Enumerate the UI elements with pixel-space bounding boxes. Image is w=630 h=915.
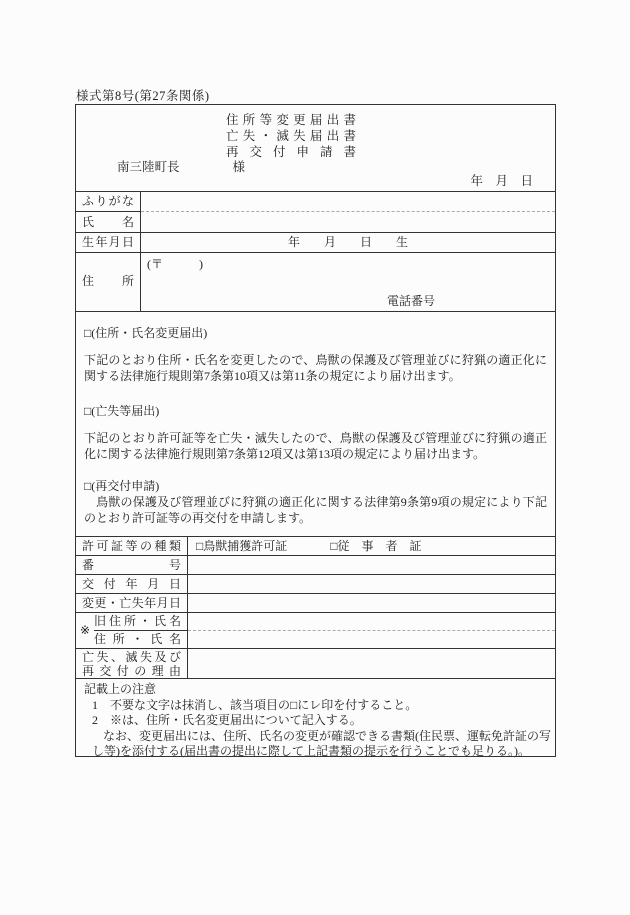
checkbox-icon: □ bbox=[196, 539, 204, 553]
checkbox-icon: □ bbox=[84, 404, 92, 418]
reason-row bbox=[76, 649, 555, 679]
title-address-change: 住所等変更届出書 bbox=[226, 113, 356, 127]
furigana-label: ふりがな bbox=[76, 192, 141, 212]
note-item-2-continued: なお、変更届出には、住所、氏名の変更が確認できる書類(住民票、運転免許証の写 bbox=[103, 728, 551, 743]
reason-label-line2: 再交付の理由 bbox=[82, 664, 181, 678]
form-header bbox=[76, 105, 555, 192]
change-loss-date-row bbox=[76, 594, 555, 613]
change-loss-date-label: 変更・亡失年月日 bbox=[76, 594, 188, 612]
name-row bbox=[76, 212, 555, 233]
permit-number-row bbox=[76, 556, 555, 575]
checkbox-icon: □ bbox=[84, 479, 92, 493]
permit-number-input[interactable] bbox=[188, 556, 555, 574]
loss-report-option bbox=[84, 403, 547, 419]
reason-label bbox=[76, 649, 188, 678]
loss-report-label: (亡失等届出) bbox=[91, 404, 160, 418]
issue-date-label: 交付年月日 bbox=[76, 575, 188, 593]
reference-mark: ※ bbox=[80, 623, 91, 637]
address-change-label: (住所・氏名変更届出) bbox=[91, 326, 208, 340]
address-name-change-labels bbox=[76, 613, 188, 648]
recipient-name: 南三陸町長 bbox=[117, 160, 180, 174]
permit-type-label: 許可証等の種類 bbox=[76, 537, 188, 555]
birthdate-input[interactable] bbox=[141, 233, 555, 252]
address-row bbox=[76, 253, 555, 312]
checkbox-icon: □ bbox=[84, 326, 92, 340]
name-label: 氏名 bbox=[76, 212, 141, 232]
reason-input[interactable] bbox=[188, 649, 555, 678]
title-reissue-application: 再交付申請書 bbox=[226, 145, 356, 159]
reissue-option bbox=[84, 478, 547, 494]
recipient-line bbox=[117, 157, 245, 175]
address-label: 住所 bbox=[76, 253, 141, 311]
issue-date-row bbox=[76, 575, 555, 594]
address-input[interactable] bbox=[141, 253, 555, 311]
checkbox-capture-permit[interactable] bbox=[196, 539, 287, 553]
title-loss-report: 亡失・滅失届出書 bbox=[226, 129, 356, 143]
address-change-statement: 下記のとおり住所・氏名を変更したので、鳥獣の保護及び管理並びに狩猟の適正化に関する法律施行規則第7条第10項又は第11条の規定により届け出ます。 bbox=[84, 353, 547, 383]
capture-permit-label: 鳥獣捕獲許可証 bbox=[203, 539, 288, 553]
permit-number-label: 番号 bbox=[76, 556, 188, 574]
old-address-label: 旧住所・氏名 bbox=[94, 613, 187, 631]
form-outline bbox=[75, 104, 556, 757]
note-item-1: 1 不要な文字は抹消し、該当項目の□にレ印を付すること。 bbox=[92, 697, 418, 712]
birthdate-label: 生年月日 bbox=[76, 233, 141, 252]
name-input[interactable] bbox=[141, 212, 555, 232]
furigana-input[interactable] bbox=[141, 192, 555, 212]
loss-report-statement: 下記のとおり許可証等を亡失・滅失したので、鳥獣の保護及び管理並びに狩猟の適正化に関する法律施行規則第7条第12項又は第13項の規定により届け出ます。 bbox=[84, 431, 547, 461]
note-item-2: 2 ※は、住所・氏名変更届出について記入する。 bbox=[92, 713, 362, 727]
reissue-statement: 鳥獣の保護及び管理並びに狩猟の適正化に関する法律第9条第9項の規定により下記のとおり許可証等の再交付を申請します。 bbox=[84, 495, 547, 525]
new-address-label: 住所・氏名 bbox=[94, 632, 181, 646]
issue-date-input[interactable] bbox=[188, 575, 555, 593]
submission-date-field[interactable]: 年 月 日 bbox=[470, 174, 533, 188]
notes-section bbox=[76, 679, 555, 760]
birthdate-row bbox=[76, 233, 555, 253]
declaration-section bbox=[76, 312, 555, 537]
birthdate-placeholder: 年 月 日 生 bbox=[287, 235, 408, 249]
permit-type-row bbox=[76, 537, 555, 556]
form-number-label: 様式第8号(第27条関係) bbox=[76, 89, 210, 103]
notes-heading: 記載上の注意 bbox=[84, 682, 157, 696]
furigana-row bbox=[76, 192, 555, 212]
note-item-2-continued-2: し等)を添付する(届出書の提出に際して上記書類の提示を行うことでも足りる。)。 bbox=[92, 744, 530, 758]
address-change-option bbox=[84, 325, 547, 341]
phone-number-label: 電話番号 bbox=[387, 294, 436, 308]
reason-label-line1: 亡失、滅失及び bbox=[82, 650, 181, 664]
change-loss-date-input[interactable] bbox=[188, 594, 555, 612]
honorific: 様 bbox=[232, 160, 246, 174]
postal-code-field[interactable]: (〒 ) bbox=[147, 257, 203, 271]
reissue-label: (再交付申請) bbox=[91, 479, 160, 493]
worker-certificate-label: 従 事 者 証 bbox=[337, 539, 422, 553]
checkbox-worker-certificate[interactable] bbox=[330, 539, 421, 553]
checkbox-icon: □ bbox=[330, 539, 338, 553]
permit-type-options bbox=[188, 537, 555, 555]
address-name-change-row bbox=[76, 613, 555, 649]
old-address-input[interactable] bbox=[188, 613, 555, 631]
new-address-input[interactable] bbox=[188, 631, 555, 648]
form-title-block bbox=[226, 112, 356, 160]
